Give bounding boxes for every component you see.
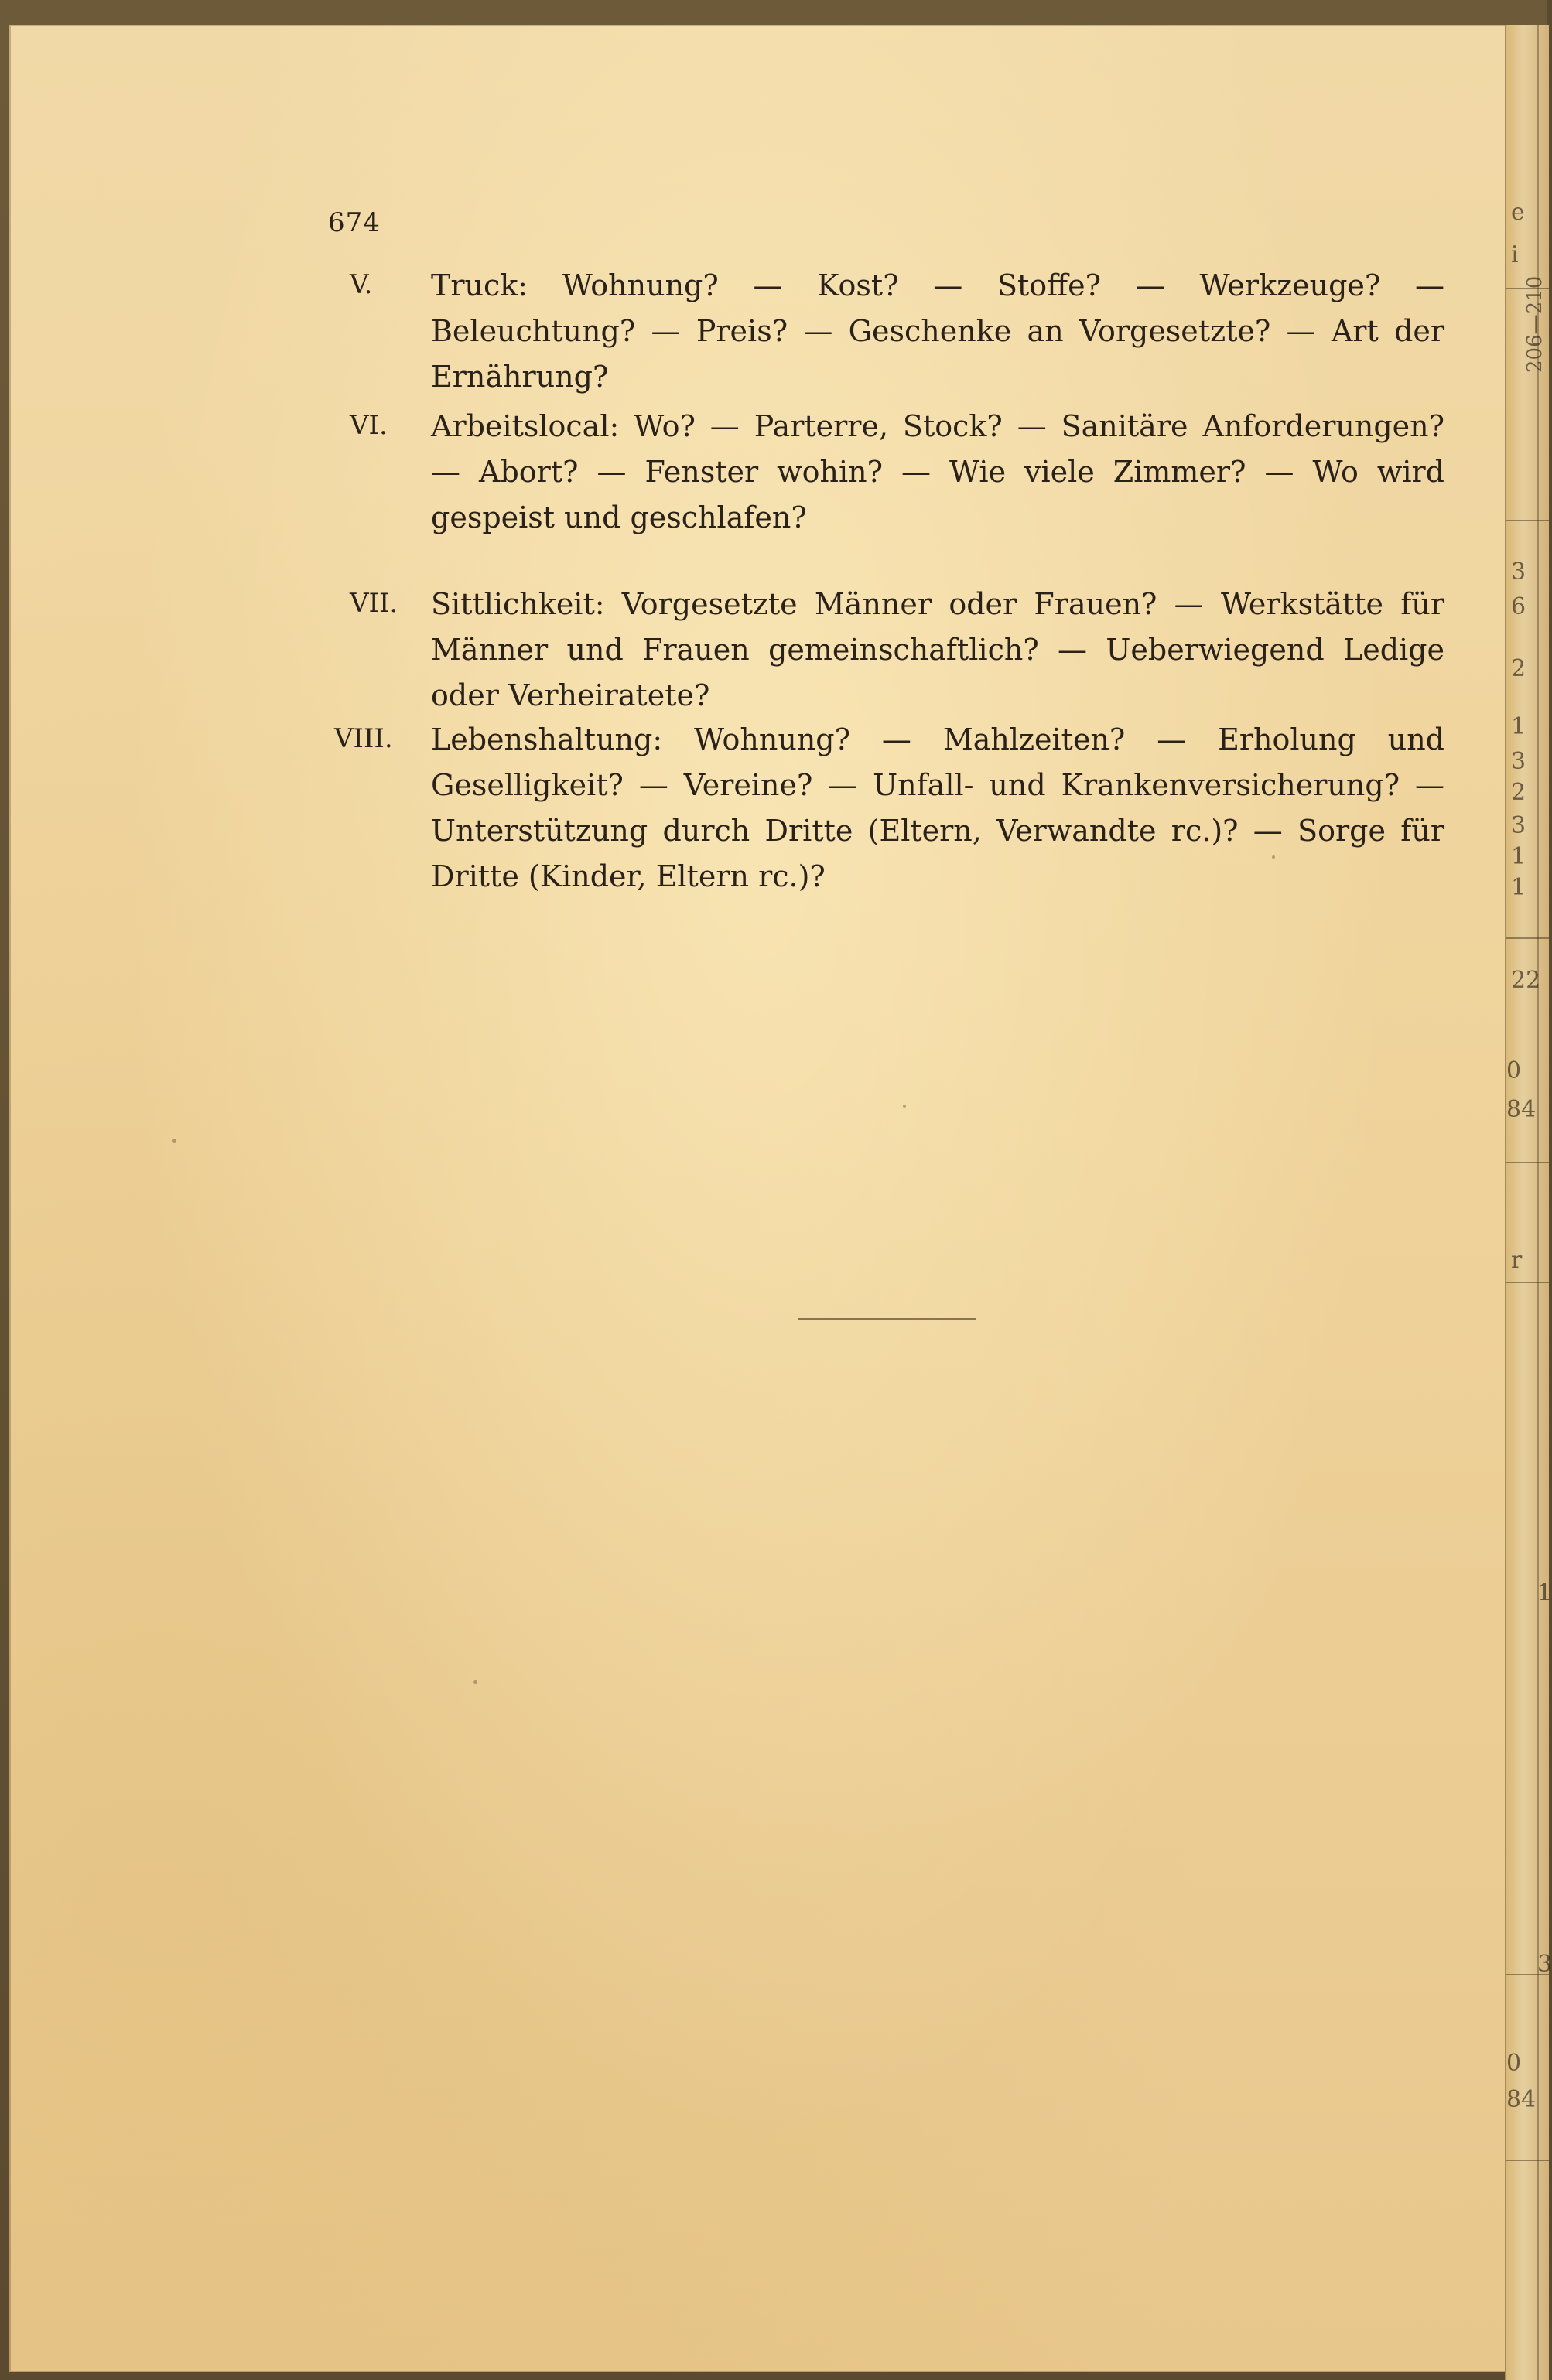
adjacent-fragment: 84 xyxy=(1506,2086,1537,2113)
page-number: 674 xyxy=(328,207,381,238)
section-vi-text: Arbeitslocal: Wo? — Parterre, Stock? — Sanitäre Anforderungen? — Abort? — Fenster wohin? — Wie viele Zimmer? — Wo wird gespeist und geschlafen? xyxy=(431,409,1444,534)
section-vii-text: Sittlichkeit: Vorgesetzte Männer oder Frauen? — Werkstätte für Männer und Frauen gemeinschaftlich? — Ueberwiegend Ledige oder Verheiratete? xyxy=(431,587,1444,712)
adjacent-fragment: 2 xyxy=(1511,655,1526,682)
paper-speck xyxy=(903,1105,906,1108)
adjacent-fragment: e xyxy=(1511,199,1525,226)
adjacent-fragment: 0 xyxy=(1506,1057,1522,1084)
adjacent-fragment: 3 xyxy=(1511,558,1526,586)
section-vi-numeral: VI. xyxy=(350,410,388,441)
adjacent-fragment: 1 xyxy=(1537,1579,1552,1607)
section-viii-text: Lebenshaltung: Wohnung? — Mahlzeiten? — Erholung und Geselligkeit? — Vereine? — Unfall- und Krankenversicherung? — Unterstützung durch Dritte (Eltern, Verwandte rc.)? — Sorge für Dritte (Kinder, Eltern rc.)? xyxy=(431,722,1444,893)
paper-speck xyxy=(172,1139,176,1143)
closing-rule xyxy=(798,1318,976,1320)
adjacent-fragment: 0 xyxy=(1506,2050,1522,2077)
section-v-numeral: V. xyxy=(350,269,373,300)
adjacent-fragment: 3 xyxy=(1537,1951,1552,1978)
adjacent-fragment: 6 xyxy=(1511,593,1526,620)
paper-speck xyxy=(1272,855,1275,859)
adjacent-page-line xyxy=(1506,2160,1549,2161)
adjacent-fragment: 3 xyxy=(1511,812,1526,839)
adjacent-page-line xyxy=(1506,937,1549,939)
adjacent-fragment: i xyxy=(1511,241,1519,268)
section-viii-numeral: VIII. xyxy=(334,723,393,754)
adjacent-fragment: 3 xyxy=(1511,748,1526,775)
adjacent-page-line xyxy=(1506,520,1549,521)
adjacent-fragment: 84 xyxy=(1506,1096,1537,1123)
adjacent-page-bleed xyxy=(1505,25,1552,2380)
adjacent-fragment: 1 xyxy=(1511,843,1526,870)
adjacent-page-line xyxy=(1506,1282,1549,1283)
section-vii-numeral: VII. xyxy=(350,588,398,619)
adjacent-page-line xyxy=(1506,1162,1549,1163)
adjacent-fragment: r xyxy=(1511,1247,1523,1274)
adjacent-fragment: 2 xyxy=(1511,779,1526,806)
adjacent-page-rule xyxy=(1537,25,1539,2380)
adjacent-fragment: 22 xyxy=(1511,967,1541,994)
paper-speck xyxy=(473,1680,477,1684)
adjacent-fragment: 1 xyxy=(1511,713,1526,740)
section-v-text: Truck: Wohnung? — Kost? — Stoffe? — Werkzeuge? — Beleuchtung? — Preis? — Geschenke an Vorgesetzte? — Art der Ernährung? xyxy=(431,268,1444,394)
adjacent-fragment: 206—210 xyxy=(1523,275,1547,373)
adjacent-fragment: 1 xyxy=(1511,874,1526,901)
document-page xyxy=(9,25,1506,2372)
